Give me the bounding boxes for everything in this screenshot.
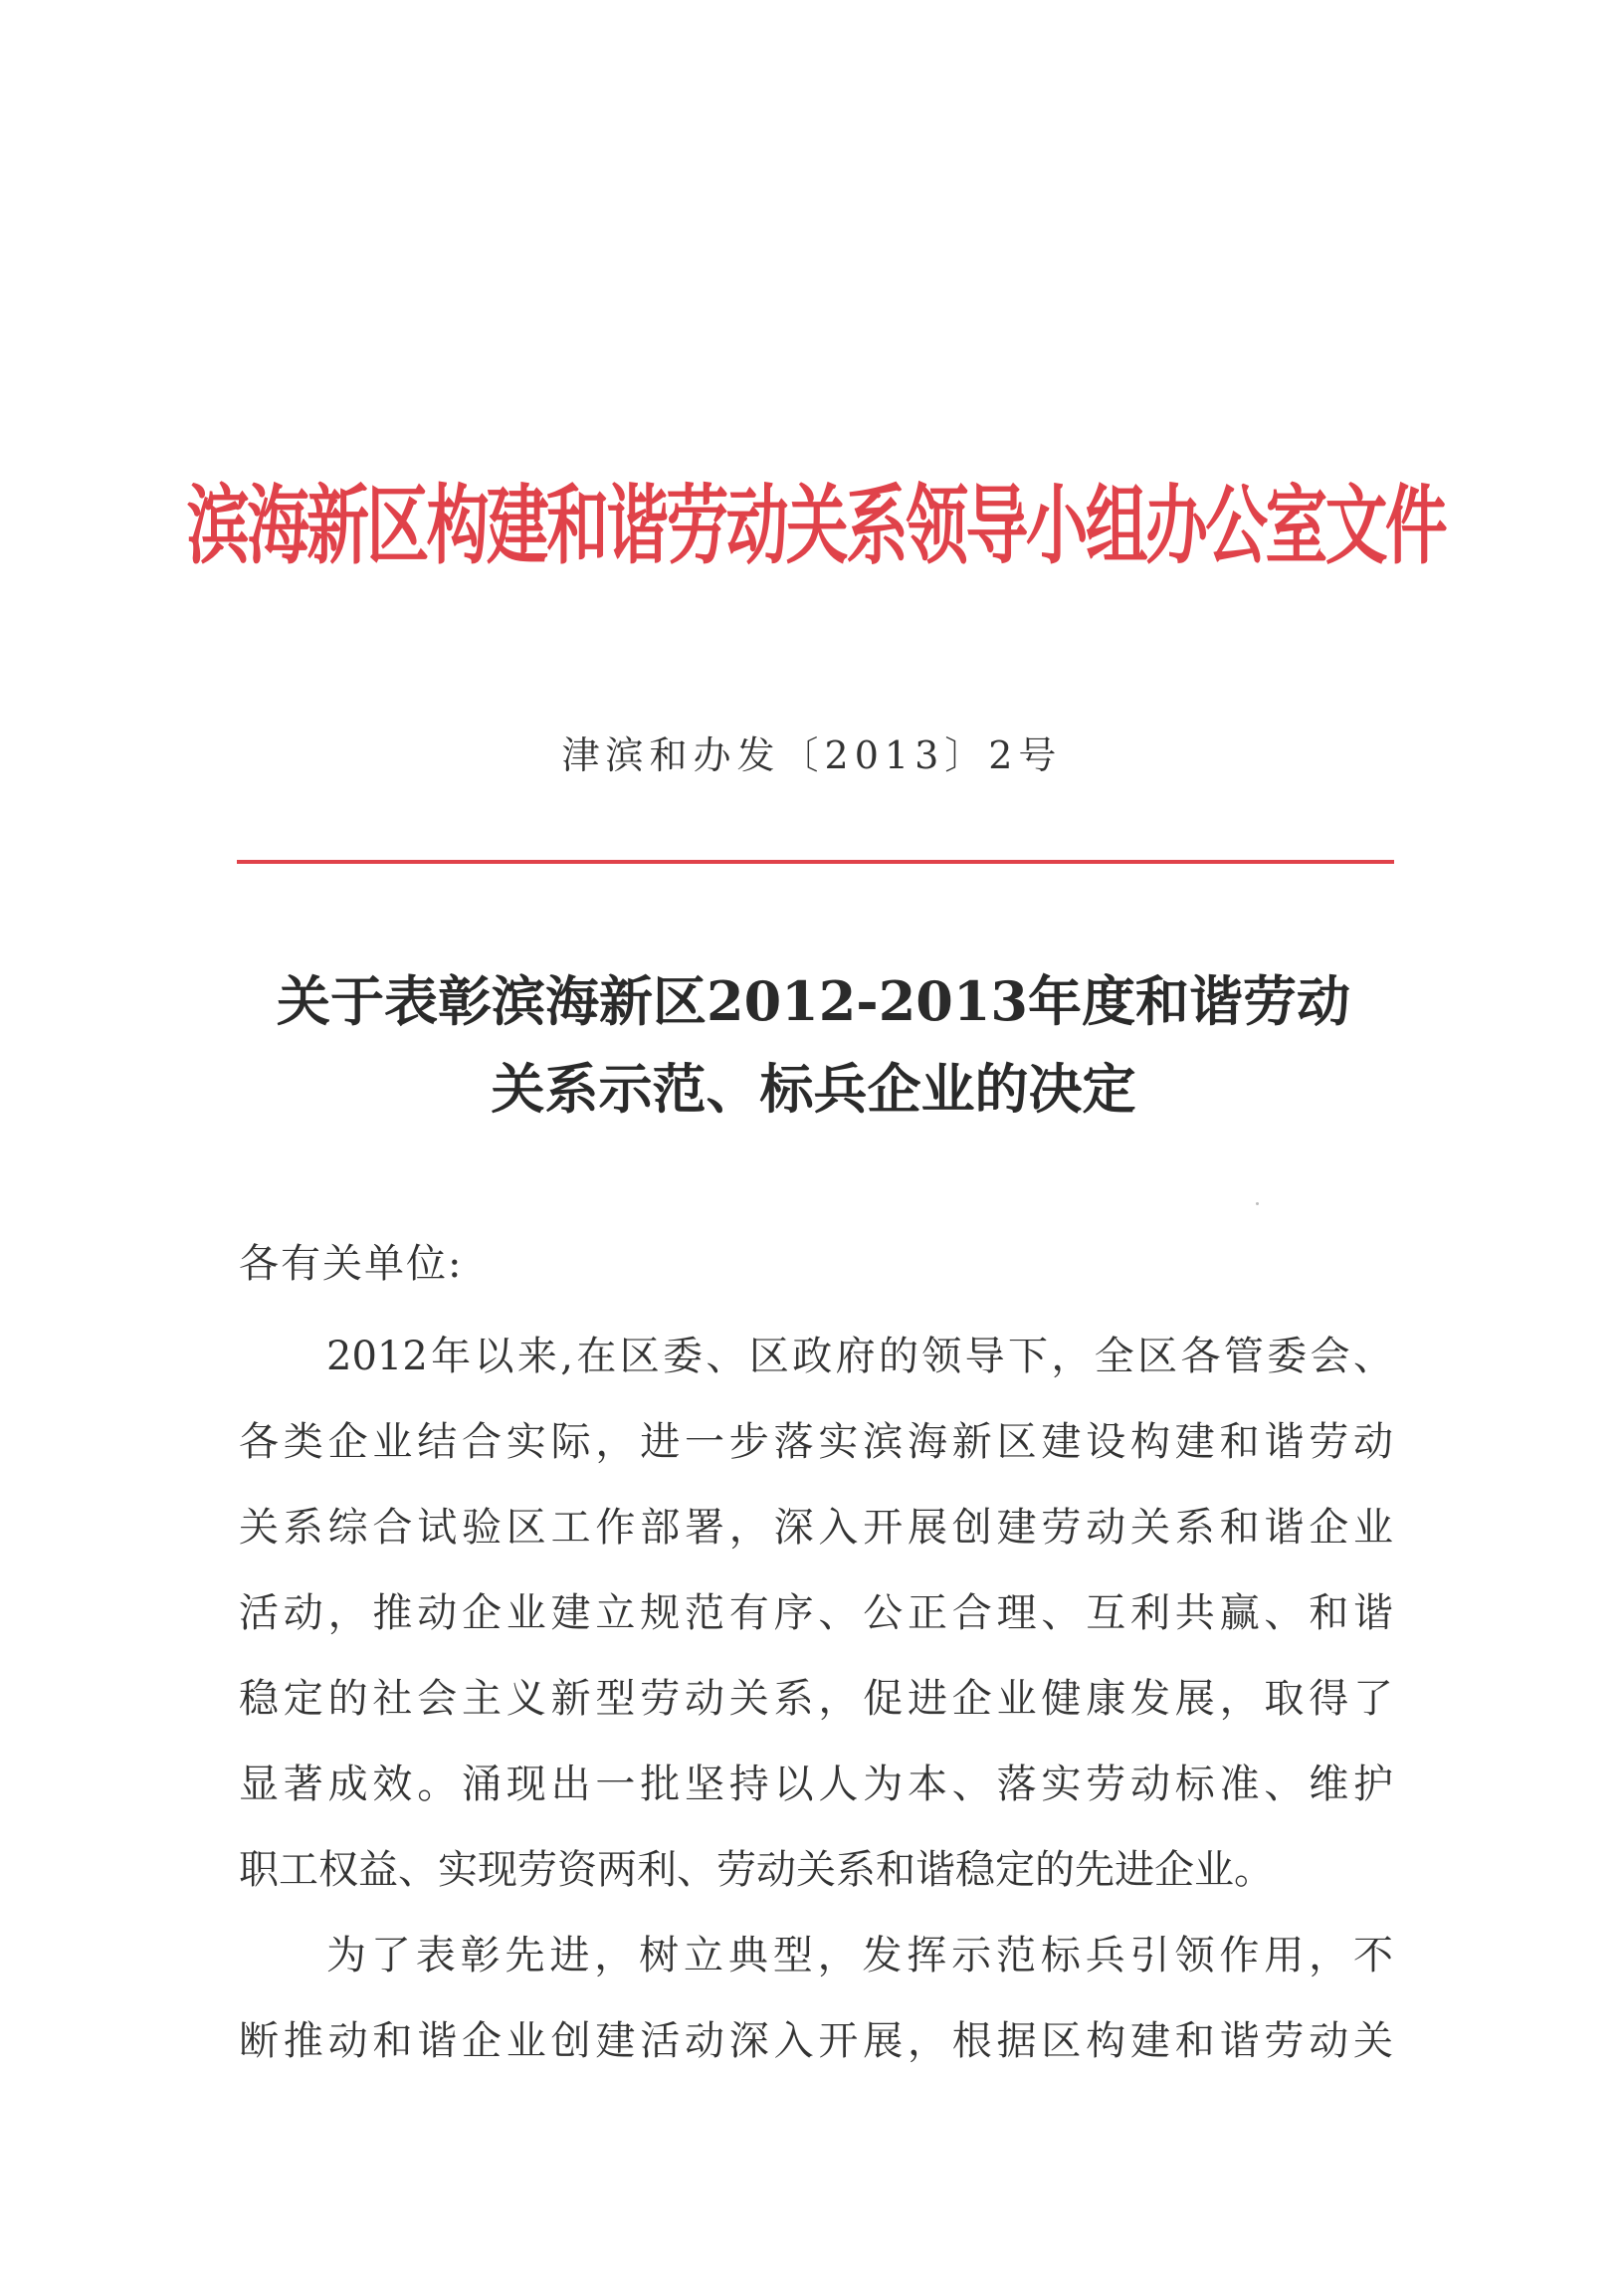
- body-line: 断推动和谐企业创建活动深入开展，根据区构建和谐劳动关: [239, 2018, 1393, 2064]
- body-line: 显著成效。涌现出一批坚持以人为本、落实劳动标准、维护: [239, 1762, 1393, 1807]
- body-line: 稳定的社会主义新型劳动关系，促进企业健康发展，取得了: [239, 1676, 1393, 1722]
- issuer-title: 滨海新区构建和谐劳动关系领导小组办公室文件: [186, 476, 1446, 576]
- decision-title: [229, 957, 1398, 1133]
- body-line: 为了表彰先进，树立典型，发挥示范标兵引领作用，不: [326, 1933, 1393, 1978]
- salutation: 各有关单位:: [239, 1241, 464, 1287]
- body-line: 2012年以来,在区委、区政府的领导下，全区各管委会、: [326, 1334, 1393, 1379]
- body-text: [239, 1314, 1393, 2084]
- scan-speck: [1256, 1202, 1259, 1205]
- decision-title-line-2: 关系示范、标兵企业的决定: [491, 1057, 1136, 1121]
- red-divider: [237, 860, 1394, 864]
- body-line: 活动，推动企业建立规范有序、公正合理、互利共赢、和谐: [239, 1590, 1393, 1636]
- document-number: 津滨和办发〔2013〕2号: [561, 733, 1063, 777]
- body-line: 职工权益、实现劳资两利、劳动关系和谐稳定的先进企业。: [239, 1847, 1274, 1893]
- decision-title-line-1: 关于表彰滨海新区2012-2013年度和谐劳动: [277, 969, 1350, 1033]
- body-line: 关系综合试验区工作部署，深入开展创建劳动关系和谐企业: [239, 1505, 1393, 1551]
- body-line: 各类企业结合实际，进一步落实滨海新区建设构建和谐劳动: [239, 1419, 1393, 1465]
